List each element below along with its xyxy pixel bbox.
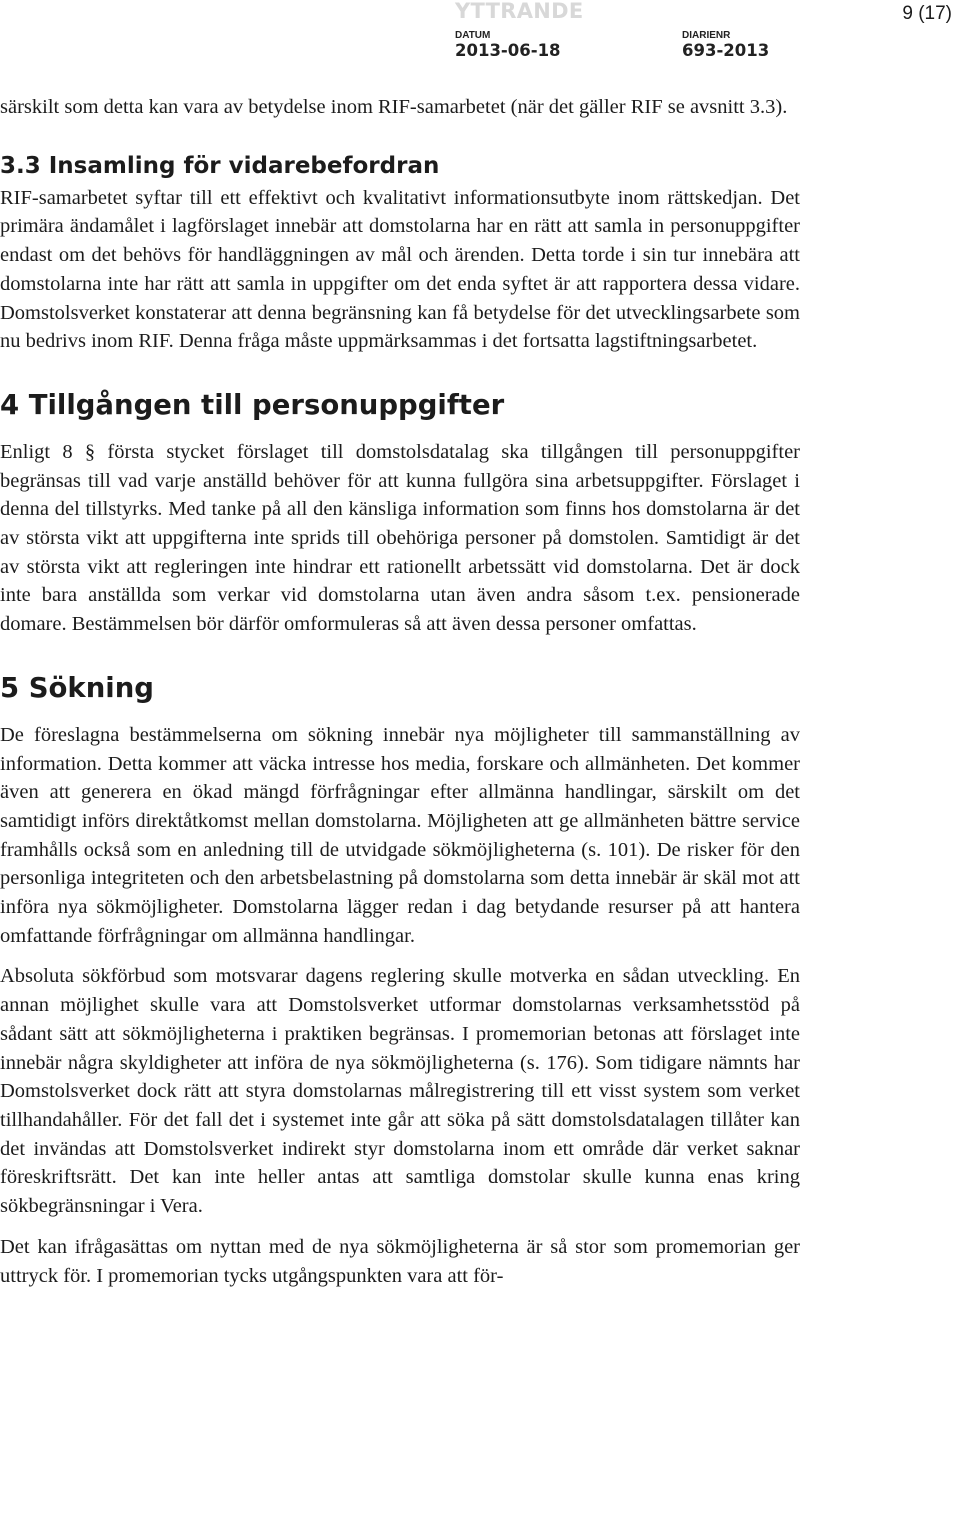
page-number: 9 (17) [902,3,952,24]
date-value: 2013-06-18 [455,41,561,60]
section-3-3-paragraph: RIF-samarbetet syftar till ett effektivt och kvalitativt informationsutbyte inom rättskedjan. Det primära ändamålet i lagförslaget innebär att domstolarna har en rätt att samla in personuppgifter endast om det behövs för handläggningen av mål och ärenden. Detta torde i sin tur innebära att domstolarna inte har rätt att samla in uppgifter om det enda syftet är att rapportera dessa vidare. Domstolsverket konstaterar att denna begränsning kan få betydelse för det utvecklingsarbete som nu bedrivs inom RIF. Denna fråga måste uppmärksammas i det fortsatta lagstiftningsarbetet. [0,186,800,353]
document-header [0,0,960,70]
section-5-paragraph: Det kan ifrågasättas om nyttan med de nya sökmöjligheterna är så stor som promemorian ger uttryck för. I promemorian tycks utgångspunkten vara att för- [0,1235,800,1287]
intro-paragraph: särskilt som detta kan vara av betydelse inom RIF-samarbetet (när det gäller RIF se avsnitt 3.3). [0,96,788,118]
document-body [0,93,800,1290]
section-4-heading: 4 Tillgången till personuppgifter [0,388,505,421]
reference-value: 693-2013 [682,41,770,60]
date-label: DATUM [455,30,491,41]
section-5-paragraph: De föreslagna bestämmelserna om sökning innebär nya möjligheter till sammanställning av information. Detta kommer att väcka intresse hos media, forskare och allmänheten. Det kommer även att generera en ökad mängd förfrågningar efter allmänna handlingar, särskilt om det samtidigt införs direktåtkomst mellan domstolarna. Möjligheten att ge allmänheten bättre service framhålls också som en anledning till de utvidgade sökmöjligheterna (s. 101). De risker för den personliga integriteten och den arbetsbelastning på domstolarna som detta innebär är skäl mot att införa nya sökmöjligheter. Domstolarna lägger redan i dag betydande resurser på att hantera omfattande förfrågningar om allmänna handlingar. [0,723,800,947]
section-5-heading: 5 Sökning [0,671,154,704]
section-4-paragraph: Enligt 8 § första stycket förslaget till domstolsdatalag ska tillgången till personuppgifter begränsas till vad varje anställd behöver för att kunna fullgöra sina arbetsuppgifter. Förslaget i denna del tillstyrks. Med tanke på all den känsliga information som finns hos domstolarna är det av största vikt att uppgifterna inte sprids till obehöriga personer på domstolen. Samtidigt är det av största vikt att regleringen inte hindrar ett rationellt arbetssätt vid domstolarna. Det är dock inte bara anställda som verkar vid domstolarna utan även andra såsom t.ex. pensionerade domare. Bestämmelsen bör därför omformuleras så att även dessa personer omfattas. [0,440,800,636]
section-5-paragraph: Absoluta sökförbud som motsvarar dagens reglering skulle motverka en sådan utveckling. En annan möjlighet skulle vara att Domstolsverket utformar domstolarnas verksamhetsstöd på sådant sätt att sökmöjligheterna i praktiken begränsas. I promemorian betonas att förslaget inte innebär några skyldigheter att införa de nya sökmöjligheterna (s. 176). Som tidigare nämnts har Domstolsverket dock rätt att styra domstolarnas målregistrering till ett visst system som verket tillhandahåller. För det fall det i systemet inte går att söka på sätt domstolsdatalagen tillåter kan det invändas att Domstolsverket indirekt styr domstolarna inom ett område där verket saknar föreskriftsrätt. Det kan inte heller antas att samtliga domstolar skulle kunna enas kring sökbegränsningar i Vera. [0,965,800,1218]
section-3-3-heading: 3.3 Insamling för vidarebefordran [0,152,440,179]
reference-label: DIARIENR [682,30,731,41]
document-type: YTTRANDE [455,0,584,23]
